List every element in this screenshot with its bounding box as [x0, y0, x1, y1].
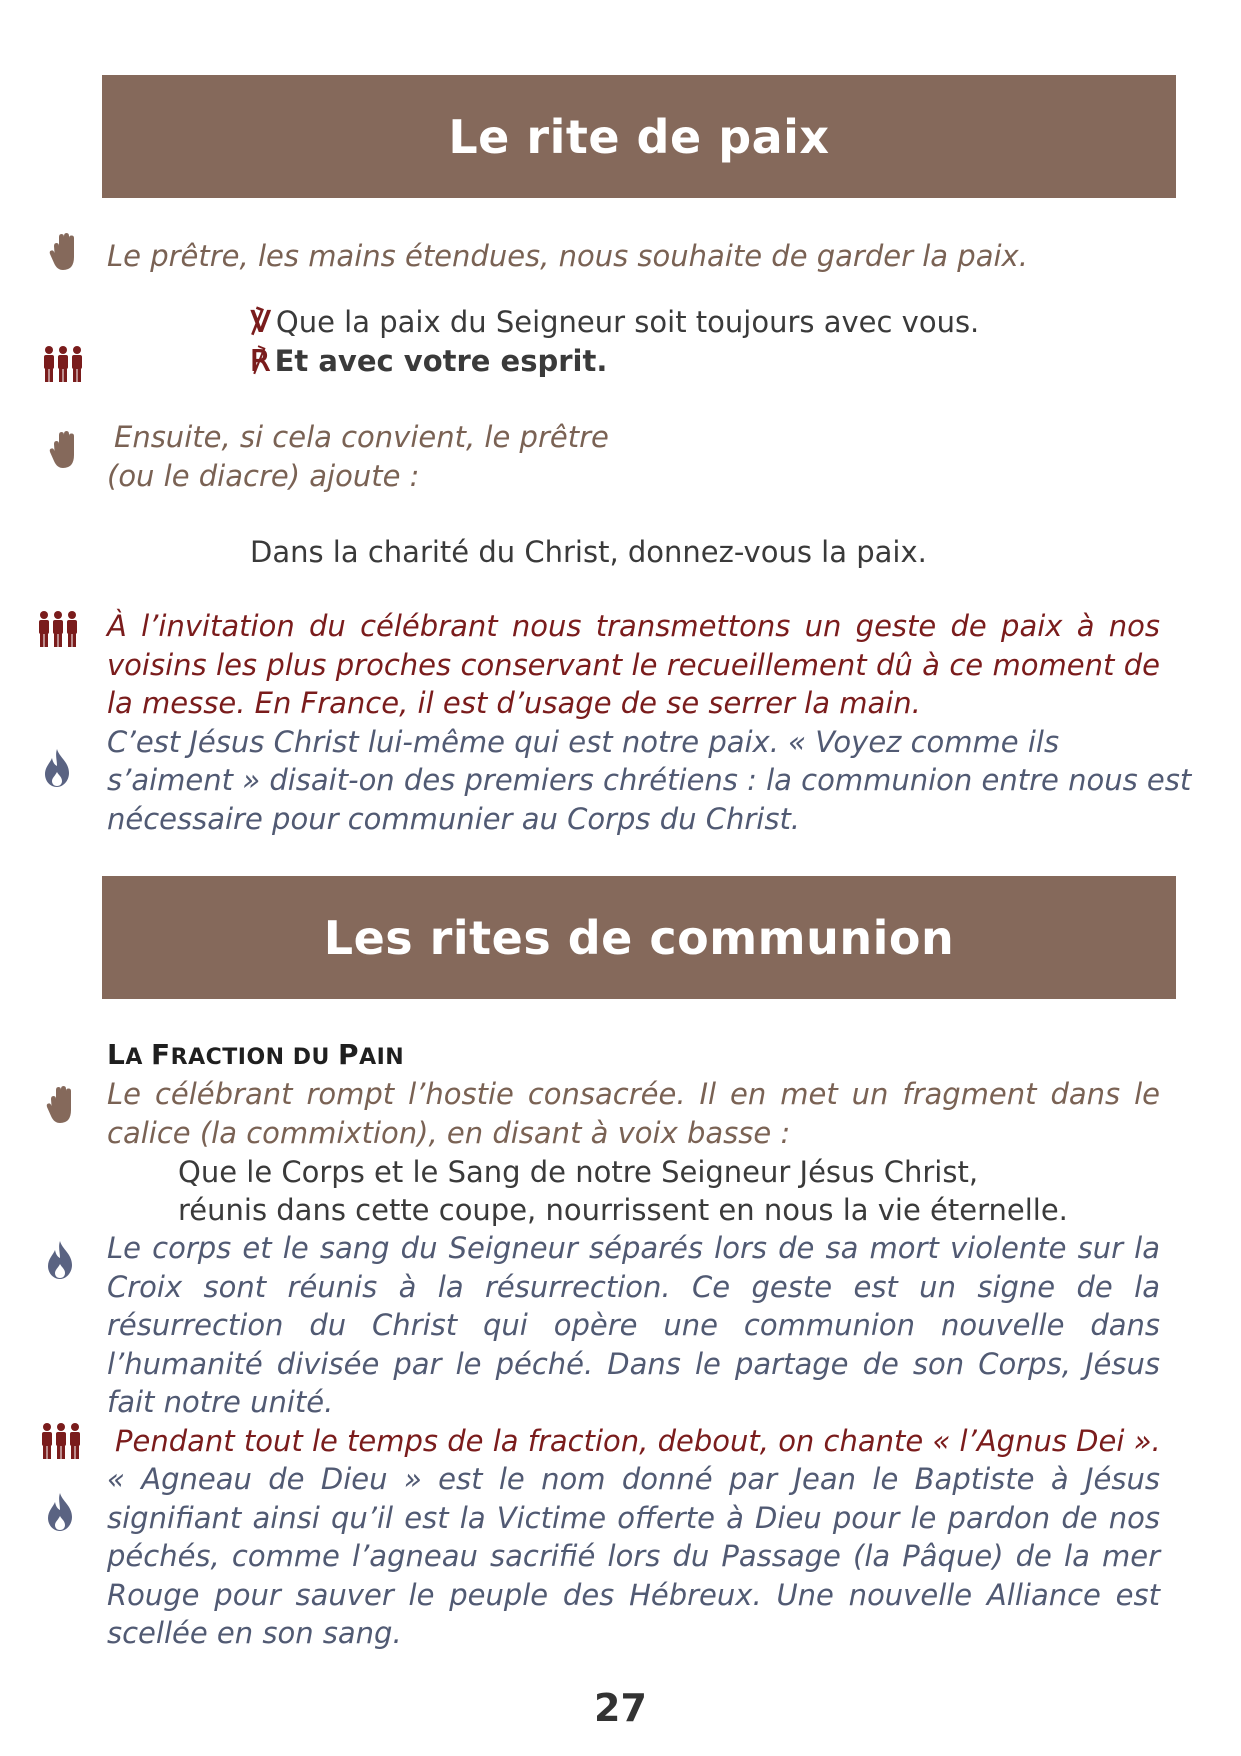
- meditation-line-3: nécessaire pour communier au Corps du Christ.: [107, 802, 801, 836]
- people-icon: [42, 345, 84, 383]
- people-icon: [37, 610, 79, 648]
- assembly-note: À l’invitation du célébrant nous transmettons un geste de paix à nos voisins les plus proches conservant le recueillement dû à ce moment de la messe. En France, il est d’usage de se serrer la main.: [107, 609, 1160, 720]
- flame-icon: [45, 1240, 75, 1280]
- page-number: 27: [594, 1686, 647, 1730]
- meditation-fraction: Le corps et le sang du Seigneur séparés lors de sa mort violente sur la Croix sont réunis à la résurrection. Ce geste est un signe de la résurrection du Christ qui opère une communion nouvelle dans l’humanité divisée par le péché. Dans le partage de son Corps, Jésus fait notre unité.: [107, 1231, 1160, 1419]
- meditation-agnus-dei: « Agneau de Dieu » est le nom donné par Jean le Baptiste à Jésus signifiant ainsi qu’il est la Victime offerte à Dieu pour le pardon de nos péchés, comme l’agneau sacrifié lors du Passage (la Pâque) de la mer Rouge pour sauver le peuple des Hébreux. Une nouvelle Alliance est scellée en son sang.: [107, 1462, 1160, 1650]
- hand-icon: [48, 430, 78, 470]
- prayer-line-2: réunis dans cette coupe, nourrissent en nous la vie éternelle.: [178, 1193, 1068, 1227]
- meditation-line-1: C’est Jésus Christ lui-même qui est notre paix. « Voyez comme ils: [107, 725, 1060, 759]
- rubric-deacon-line1: Ensuite, si cela convient, le prêtre: [114, 420, 609, 454]
- section-banner-rite-de-paix: [102, 75, 1176, 198]
- rubric-fraction: Le célébrant rompt l’hostie consacrée. Il en met un fragment dans le calice (la commixtion), en disant à voix basse :: [107, 1077, 1160, 1150]
- section-title: Le rite de paix: [448, 109, 830, 164]
- response-text: Et avec votre esprit.: [274, 344, 608, 378]
- flame-icon: [42, 748, 72, 788]
- exhortation: Dans la charité du Christ, donnez-vous la paix.: [250, 535, 927, 569]
- flame-icon: [45, 1492, 75, 1532]
- response: [250, 342, 607, 381]
- hand-icon: [48, 232, 78, 272]
- response-symbol: ℟: [250, 344, 271, 378]
- people-icon: [40, 1422, 82, 1460]
- section-banner-rites-de-communion: [102, 876, 1176, 999]
- assembly-note-agnus-dei: Pendant tout le temps de la fraction, debout, on chante « l’Agnus Dei ».: [115, 1424, 1161, 1458]
- rubric-deacon-line2: (ou le diacre) ajoute :: [107, 459, 420, 493]
- prayer-line-1: Que le Corps et le Sang de notre Seigneur Jésus Christ,: [178, 1155, 979, 1189]
- versicle: [250, 303, 979, 342]
- rubric-celebrant: Le prêtre, les mains étendues, nous souhaite de garder la paix.: [107, 239, 1028, 273]
- versicle-symbol: ℣: [250, 305, 272, 339]
- section-title: Les rites de communion: [323, 910, 955, 965]
- subheading-fraction-du-pain: LA FRACTION DU PAIN: [107, 1038, 405, 1071]
- hand-icon: [45, 1085, 75, 1125]
- versicle-text: Que la paix du Seigneur soit toujours avec vous.: [275, 305, 980, 339]
- meditation-line-2: s’aiment » disait-on des premiers chrétiens : la communion entre nous est: [107, 763, 1192, 797]
